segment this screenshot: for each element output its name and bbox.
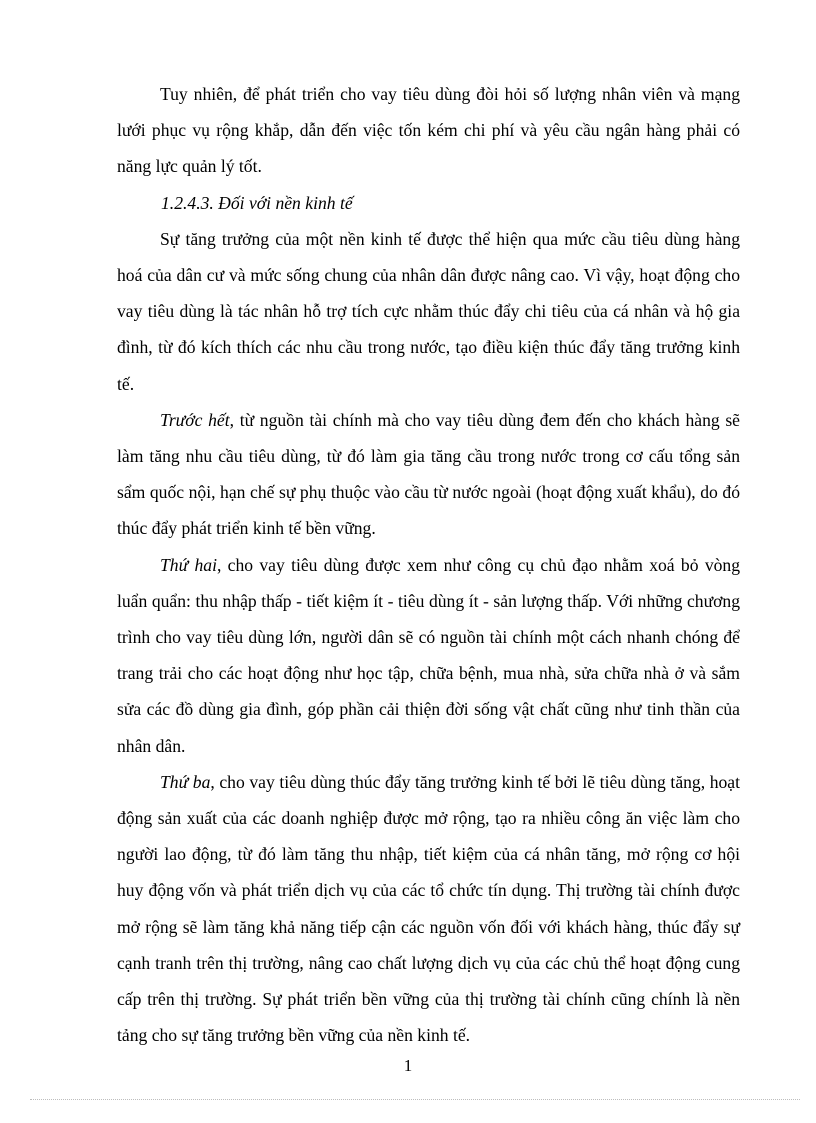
paragraph-4-lead: Thứ hai [160,554,217,575]
paragraph-2: Sự tăng trưởng của một nền kinh tế được thể hiện qua mức cầu tiêu dùng hàng hoá của dân cư và mức sống chung của nhân dân được nâng cao. Vì vậy, hoạt động cho vay tiêu dùng là tác nhân hỗ trợ tích cực nhằm thúc đẩy chi tiêu của cá nhân và hộ gia đình, từ đó kích thích các nhu cầu trong nước, tạo điều kiện thúc đẩy tăng trưởng kinh tế. [117,228,740,394]
paragraph-4 [117,547,740,764]
body-text [117,76,740,1053]
paragraph-3-lead: Trước hết [160,409,230,430]
paragraph-3 [117,402,740,547]
page-bottom-divider [30,1099,800,1100]
paragraph-5 [117,764,740,1054]
paragraph-3-body: , từ nguồn tài chính mà cho vay tiêu dùng đem đến cho khách hàng sẽ làm tăng nhu cầu tiêu dùng, từ đó làm gia tăng cầu trong nước trong cơ cấu tổng sản sẩm quốc nội, hạn chế sự phụ thuộc vào cầu từ nước ngoài (hoạt động xuất khẩu), do đó thúc đẩy phát triển kinh tế bền vững. [117,409,740,539]
page-number: 1 [403,1056,413,1075]
paragraph-5-body: , cho vay tiêu dùng thúc đẩy tăng trưởng kinh tế bởi lẽ tiêu dùng tăng, hoạt động sản xuất của các doanh nghiệp được mở rộng, tạo ra nhiều công ăn việc làm cho người lao động, từ đó làm tăng thu nhập, tiết kiệm của cá nhân tăng, mở rộng cơ hội huy động vốn và phát triển dịch vụ của các tổ chức tín dụng. Thị trường tài chính được mở rộng sẽ làm tăng khả năng tiếp cận các nguồn vốn đối với khách hàng, thúc đẩy sự cạnh tranh trên thị trường, nâng cao chất lượng dịch vụ của các chủ thể hoạt động cung cấp trên thị trường. Sự phát triển bền vững của thị trường tài chính cũng chính là nền tảng cho sự tăng trưởng bền vững của nền kinh tế. [117,771,741,1046]
paragraph-1: Tuy nhiên, để phát triển cho vay tiêu dùng đòi hỏi số lượng nhân viên và mạng lưới phục vụ rộng khắp, dẫn đến việc tốn kém chi phí và yêu cầu ngân hàng phải có năng lực quản lý tốt. [117,84,740,177]
paragraph-4-body: , cho vay tiêu dùng được xem như công cụ chủ đạo nhằm xoá bỏ vòng luẩn quẩn: thu nhập thấp - tiết kiệm ít - tiêu dùng ít - sản lượng thấp. Với những chương trình cho vay tiêu dùng lớn, người dân sẽ có nguồn tài chính một cách nhanh chóng để trang trải cho các hoạt động như học tập, chữa bệnh, mua nhà, sửa chữa nhà ở và sắm sửa các đồ dùng gia đình, góp phần cải thiện đời sống vật chất cũng như tinh thần của nhân dân. [117,554,741,756]
paragraph-5-lead: Thứ ba [160,771,211,792]
section-heading: 1.2.4.3. Đối với nền kinh tế [161,192,353,213]
